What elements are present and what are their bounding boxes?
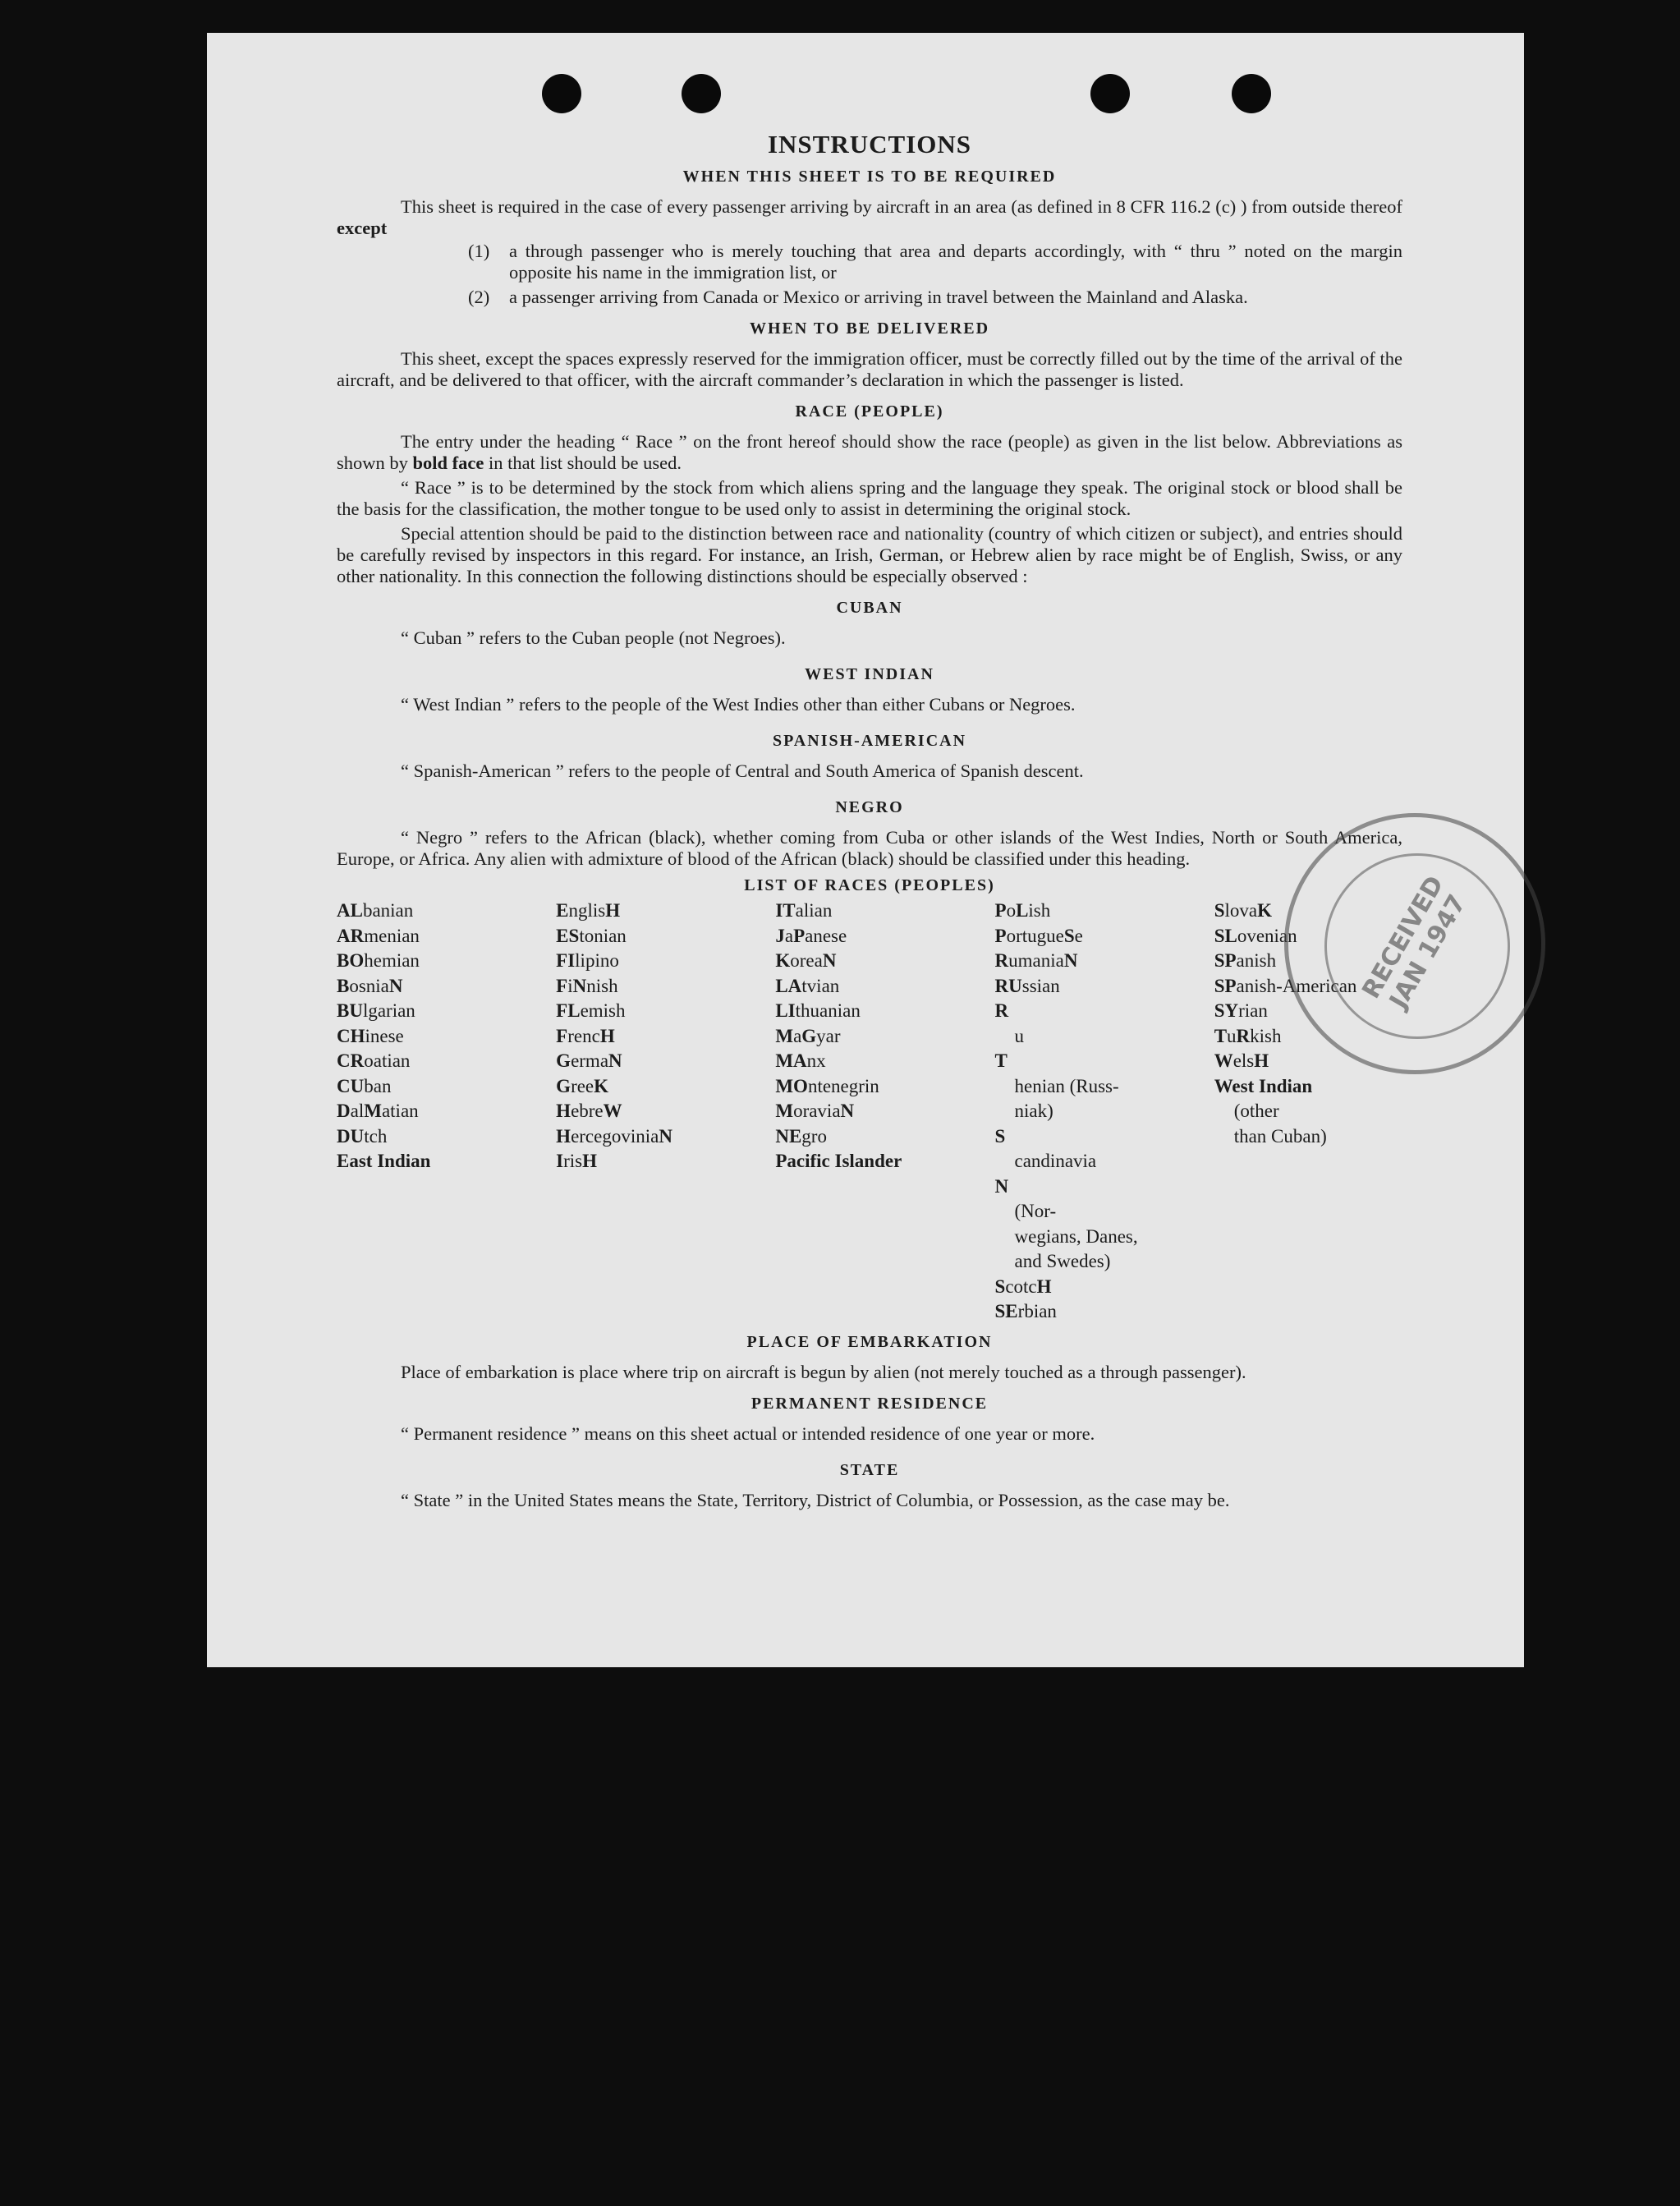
race-entry: FrencH: [556, 1025, 615, 1046]
race-entry: DUtch: [337, 1125, 388, 1147]
heading-race: RACE (PEOPLE): [795, 402, 944, 421]
race-entry: SErbian: [994, 1301, 1057, 1321]
race-entry: FLemish: [556, 1000, 626, 1021]
race-entry: SYrian: [1214, 1000, 1268, 1021]
exception-item: (1) a through passenger who is merely touching that area and departs accordingly, with “ thru ” noted on the margin opposite his name in the immigration list, or: [468, 241, 1402, 283]
race-entry: East Indian: [337, 1151, 431, 1171]
race-entry: BUlgarian: [337, 1000, 415, 1021]
race-paragraph-2: “ Race ” is to be determined by the stock from which aliens spring and the language they speak. The original stock or blood shall be the basis for the classification, the mother tongue to be used only to assist in determining the original stock.: [337, 477, 1402, 519]
race-column: [556, 898, 775, 1325]
heading-negro: NEGRO: [835, 798, 904, 816]
race-entry: NEgro: [775, 1125, 827, 1147]
race-entry: BosniaN: [337, 975, 403, 996]
exception-item: (2) a passenger arriving from Canada or Mexico or arriving in travel between the Mainland and Alaska.: [468, 287, 1248, 307]
punch-hole: [1090, 74, 1130, 113]
race-entry: S candinavia N (Nor- wegians, Danes, and Swedes): [994, 1125, 1138, 1271]
when-required-intro: This sheet is required in the case of every passenger arriving by aircraft in an area (as defined in 8 CFR 116.2 (c) ) from outside thereof except: [337, 196, 1402, 238]
race-entry: MAnx: [775, 1050, 826, 1071]
exception-list: [468, 241, 1402, 308]
permanent-residence-text: “ Permanent residence ” means on this sheet actual or intended residence of one year or more.: [401, 1422, 1095, 1444]
race-entry: SLovenian: [1214, 925, 1297, 946]
race-entry: CHinese: [337, 1025, 404, 1046]
heading-list-of-races: LIST OF RACES (PEOPLES): [744, 876, 995, 894]
race-entry: ARmenian: [337, 925, 420, 946]
received-stamp: RECEIVED JAN 1947: [1284, 813, 1545, 1074]
race-entry: ITalian: [775, 900, 833, 921]
punch-hole: [542, 74, 581, 113]
race-entry: Pacific Islander: [775, 1151, 902, 1171]
race-entry: LIthuanian: [775, 1000, 861, 1021]
race-paragraph-3: Special attention should be paid to the distinction between race and nationality (country of which citizen or subject), and entries should be carefully revised by inspectors in this regard. For instance, an Irish, German, or Hebrew alien by race might be of English, Swiss, or any other nationality. In this connection the following distinctions should be especially observed :: [337, 523, 1402, 586]
race-entry: FiNnish: [556, 975, 618, 996]
spanish-american-text: “ Spanish-American ” refers to the people of Central and South America of Spanish descent.: [401, 761, 1084, 781]
race-entry: ScotcH: [994, 1275, 1052, 1297]
west-indian-text: “ West Indian ” refers to the people of the West Indies other than either Cubans or Negroes.: [401, 694, 1076, 715]
race-entry: WelsH: [1214, 1050, 1269, 1071]
race-entry: PortugueSe: [994, 925, 1083, 946]
heading-when-delivered: WHEN TO BE DELIVERED: [749, 319, 990, 338]
heading-embarkation: PLACE OF EMBARKATION: [746, 1332, 993, 1351]
race-entry: West Indian (other than Cuban): [1214, 1075, 1327, 1147]
heading-west-indian: WEST INDIAN: [805, 665, 934, 683]
heading-spanish-american: SPANISH-AMERICAN: [772, 732, 967, 750]
race-entry: CRoatian: [337, 1050, 411, 1071]
state-text: “ State ” in the United States means the State, Territory, District of Columbia, or Possession, as the case may be.: [401, 1489, 1230, 1510]
race-entry: DalMatian: [337, 1101, 419, 1121]
race-paragraph-1: The entry under the heading “ Race ” on the front hereof should show the race (people) as given in the list below. Abbreviations as shown by bold face in that list should be used.: [337, 431, 1402, 473]
race-entry: MOntenegrin: [775, 1075, 879, 1096]
race-entry: SlovaK: [1214, 900, 1272, 921]
race-entry: RUssian: [994, 975, 1060, 996]
when-delivered-text: This sheet, except the spaces expressly reserved for the immigration officer, must be correctly filled out by the time of the arrival of the aircraft, and be delivered to that officer, with the aircraft commander’s declaration in which the passenger is listed.: [337, 348, 1402, 390]
race-entry: ALbanian: [337, 900, 414, 921]
race-column: [995, 898, 1214, 1325]
race-entry: FIlipino: [556, 950, 619, 971]
heading-cuban: CUBAN: [836, 599, 903, 617]
race-entry: MoraviaN: [775, 1101, 855, 1121]
heading-state: STATE: [839, 1460, 900, 1479]
race-entry: IrisH: [556, 1151, 598, 1171]
race-entry: SPanish: [1214, 950, 1277, 971]
race-entry: EnglisH: [556, 900, 621, 921]
negro-text: “ Negro ” refers to the African (black), whether coming from Cuba or other islands of the West Indies, North or South America, Europe, or Africa. Any alien with admixture of blood of the African (black) should be classified under this heading.: [337, 827, 1402, 869]
race-entry: HebreW: [556, 1101, 622, 1121]
punch-hole: [1232, 74, 1271, 113]
race-entry: KoreaN: [775, 950, 837, 971]
race-entry: GermaN: [556, 1050, 622, 1071]
race-entry: CUban: [337, 1075, 392, 1096]
race-entry: PoLish: [994, 900, 1051, 921]
race-entry: R u T henian (Russ- niak): [994, 1000, 1119, 1121]
page-title: INSTRUCTIONS: [767, 130, 971, 159]
race-entry: LAtvian: [775, 975, 840, 996]
race-entry: SPanish-American: [1214, 975, 1357, 996]
race-list: [337, 898, 1402, 1325]
race-entry: HercegoviniaN: [556, 1125, 672, 1147]
race-entry: GreeK: [556, 1075, 609, 1096]
heading-when-required: WHEN THIS SHEET IS TO BE REQUIRED: [682, 168, 1057, 186]
document-page: [207, 33, 1524, 1667]
race-entry: MaGyar: [775, 1025, 841, 1046]
race-entry: RumaniaN: [994, 950, 1078, 971]
race-entry: JaPanese: [775, 925, 847, 946]
cuban-text: “ Cuban ” refers to the Cuban people (not Negroes).: [401, 627, 786, 648]
race-entry: BOhemian: [337, 950, 420, 971]
heading-permanent-residence: PERMANENT RESIDENCE: [750, 1394, 989, 1413]
race-column: [337, 898, 556, 1325]
race-entry: TuRkish: [1214, 1025, 1282, 1046]
race-entry: EStonian: [556, 925, 627, 946]
embarkation-text: Place of embarkation is place where trip on aircraft is begun by alien (not merely touched as a through passenger).: [401, 1361, 1246, 1382]
race-column: [775, 898, 994, 1325]
punch-hole: [682, 74, 721, 113]
